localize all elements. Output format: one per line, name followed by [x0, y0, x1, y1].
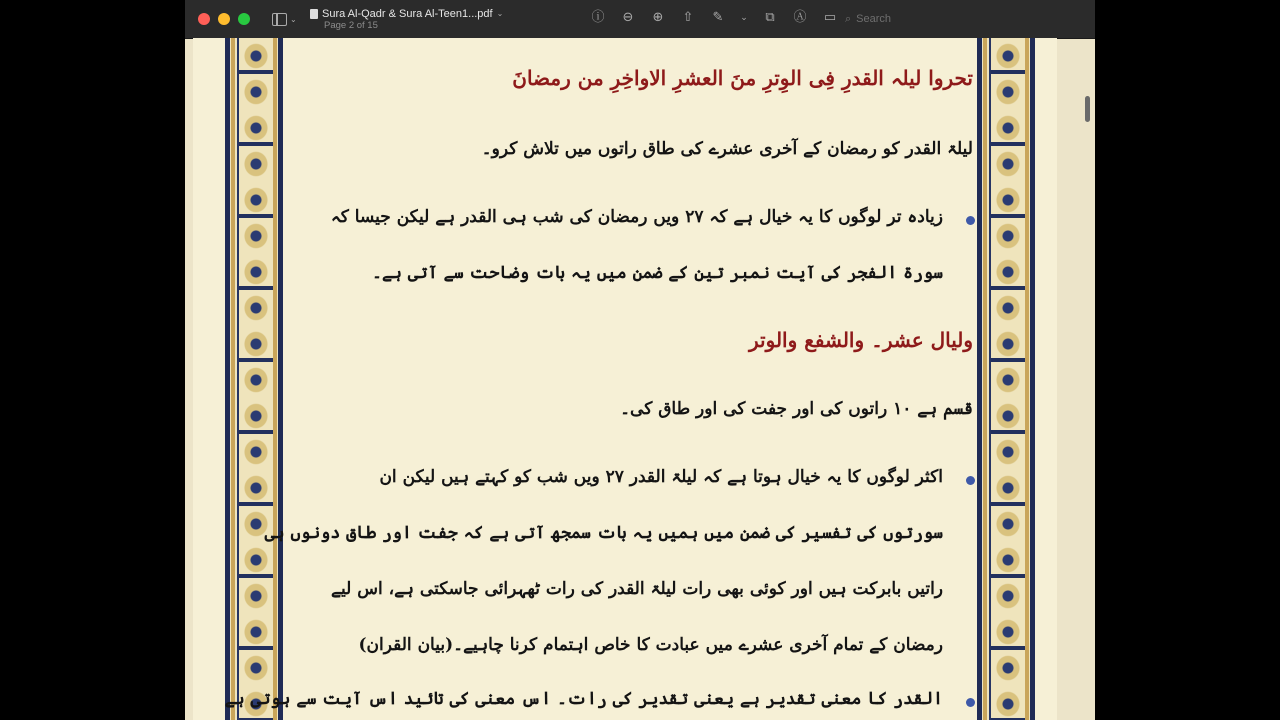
chevron-down-icon[interactable]: ⌄	[496, 9, 504, 18]
search-placeholder: Search	[856, 13, 892, 25]
bullet-line: رمضان کے تمام آخری عشرے میں عبادت کا خاص اہتمام کرنا چاہیے۔(بیان القران)	[358, 635, 943, 655]
right-ornamental-border	[977, 38, 1035, 720]
window-controls	[198, 13, 250, 25]
ornament-pattern	[989, 38, 1027, 720]
bullet-line: سورتوں کی تفسیر کی ضمن میں ہمیں یہ بات سمجھ آتی ہے کہ جفت اور طاق دونوں ہی	[264, 523, 943, 543]
annotate-icon[interactable]: Ⓐ	[793, 10, 807, 25]
heading-arabic: ولیال عشر۔ والشفع والوتر	[749, 328, 973, 352]
scrollbar[interactable]	[1085, 96, 1090, 122]
chevron-down-icon: ⌄	[290, 14, 297, 24]
paragraph: لیلۃ القدر کو رمضان کے آخری عشرے کی طاق راتوں میں تلاش کرو۔	[481, 139, 973, 159]
left-ornamental-border	[225, 38, 283, 720]
share-icon[interactable]: ⇧	[682, 10, 694, 25]
minimize-button[interactable]	[218, 13, 230, 25]
document-title-area[interactable]	[310, 8, 503, 31]
preview-window	[185, 0, 1095, 720]
bullet-line: القدر کا معنی تقدیر ہے یعنی تقدیر کی رات۔ اس معنی کی تائید اس آیت سے ہوتی ہے	[224, 689, 943, 709]
bullet-line: سورۃ الفجر کی آیت نمبر تین کے ضمن میں یہ بات وضاحت سے آتی ہے۔	[372, 263, 943, 283]
search-field[interactable]	[845, 10, 1085, 28]
form-icon[interactable]: ▭	[823, 10, 837, 25]
info-icon[interactable]: ⓘ	[591, 10, 605, 25]
sidebar-icon	[272, 13, 287, 26]
title-bar	[185, 0, 1095, 39]
document-icon	[310, 9, 318, 19]
toolbar	[590, 10, 838, 26]
zoom-out-icon[interactable]: ⊖	[622, 10, 634, 25]
document-title: Sura Al-Qadr & Sura Al-Teen1...pdf	[322, 7, 493, 20]
page-content	[224, 38, 973, 720]
rotate-icon[interactable]: ⧉	[765, 10, 775, 25]
close-button[interactable]	[198, 13, 210, 25]
page-indicator: Page 2 of 15	[324, 19, 378, 31]
bullet-line: زیادہ تر لوگوں کا یہ خیال ہے کہ ۲۷ ویں رمضان کی شب ہی القدر ہے لیکن جیسا کہ	[330, 207, 943, 227]
paragraph: قسم ہے ۱۰ راتوں کی اور جفت کی اور طاق کی۔	[620, 399, 973, 419]
ornament-pattern	[237, 38, 275, 720]
pdf-page[interactable]	[193, 38, 1057, 720]
chevron-down-icon[interactable]: ⌄	[740, 13, 748, 23]
sidebar-toggle-button[interactable]	[272, 10, 298, 28]
heading-arabic: تحروا لیلہ القدرِ فِی الوِترِ منَ العشرِ الاواخِرِ من رمضانَ	[512, 66, 973, 90]
markup-icon[interactable]: ✎	[712, 10, 724, 25]
zoom-button[interactable]	[238, 13, 250, 25]
search-icon: ⌕	[845, 12, 852, 25]
bullet-line: اکثر لوگوں کا یہ خیال ہوتا ہے کہ لیلۃ القدر ۲۷ ویں شب کو کہتے ہیں لیکن ان	[379, 467, 943, 487]
bullet-icon	[966, 216, 975, 225]
bullet-line: راتیں بابرکت ہیں اور کوئی بھی رات لیلۃ القدر کی رات ٹھہرائی جاسکتی ہے، اس لیے	[331, 579, 943, 599]
bullet-icon	[966, 698, 975, 707]
zoom-in-icon[interactable]: ⊕	[652, 10, 664, 25]
bullet-icon	[966, 476, 975, 485]
